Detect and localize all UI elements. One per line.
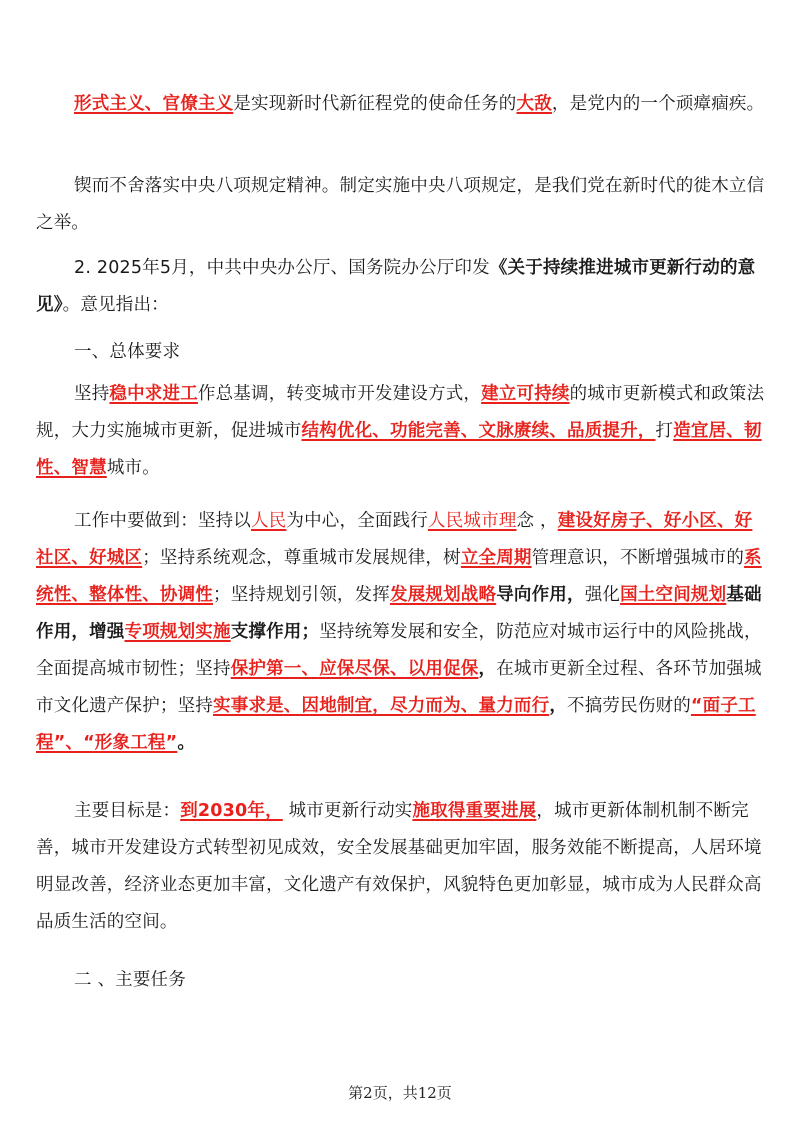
highlight: 稳中求进工: [109, 384, 198, 404]
text: 坚持统筹发展和安全，防范应对城市运行中的风险挑战，全面提高城市韧性；坚持: [36, 622, 762, 679]
highlight: 建立可持续: [481, 384, 570, 404]
section-heading-tasks: [36, 962, 766, 999]
bold-text: 。: [177, 733, 196, 753]
paragraph-opinion-issued: [36, 250, 766, 324]
bold-text: 导向作用，: [496, 585, 585, 605]
page-number: 第2页，共12页: [348, 1084, 452, 1102]
text: 不搞劳民伤财的: [567, 696, 691, 716]
text: 锲而不舍落实中央八项规定精神。制定实施中央八项规定，是我们党在新时代的徙木立信之举。: [36, 176, 765, 233]
highlight: 造宜居、韧性、智慧: [36, 421, 762, 478]
section-heading-general: [36, 334, 766, 371]
highlight: 国土空间规划: [620, 585, 727, 605]
highlight: 专项规划实施: [124, 622, 231, 642]
text: 念 ，: [516, 511, 558, 531]
paragraph-formalism: [36, 86, 766, 123]
bold-text: ，: [549, 696, 568, 716]
paragraph-work-requirements: [36, 503, 766, 762]
text: 坚持: [74, 384, 110, 404]
bold-text: 支撑作用；: [230, 622, 320, 642]
text: 为中心，全面践行: [286, 511, 429, 531]
highlight: “面子工程”、“形象工程”: [36, 696, 756, 753]
text: 是实现新时代新征程党的使命任务的: [233, 94, 517, 114]
bold-text: ，: [478, 659, 497, 679]
highlight: 系统性、整体性、协调性: [36, 548, 762, 605]
highlight: 保护第一、应保尽保、以用促保: [230, 659, 479, 679]
highlight: 人民城市理: [428, 511, 517, 531]
paragraph-eight-rules: [36, 168, 766, 242]
text: 的城市更新模式和政策法规，大力实施城市更新，促进城市: [36, 384, 765, 441]
text: 工作中要做到：坚持以: [74, 511, 251, 531]
highlight: 结构优化、功能完善、文脉赓续、品质提升，: [301, 421, 656, 441]
paragraph-general-requirements: [36, 376, 766, 487]
heading-text: 一、总体要求: [74, 342, 181, 362]
text: 。意见指出：: [62, 295, 169, 315]
text: 主要目标是：: [74, 801, 181, 821]
text: ；坚持系统观念，尊重城市发展规律，树: [142, 548, 461, 568]
highlight: 人民: [251, 511, 287, 531]
text: 2. 2025年5月，中共中央办公厅、国务院办公厅印发: [74, 258, 490, 278]
text: 作总基调，转变城市开发建设方式，: [197, 384, 482, 404]
text: 强化: [584, 585, 621, 605]
text: ；坚持规划引领，发挥: [213, 585, 390, 605]
text: 在城市更新全过程、各环节加强城市文化遗产保护；坚持: [36, 659, 762, 716]
paragraph-main-goals: [36, 793, 766, 941]
text: 打: [655, 421, 674, 441]
highlight: 发展规划战略: [390, 585, 497, 605]
highlight: 施取得重要进展: [412, 801, 537, 821]
highlight-formalism: 形式主义、官僚主义: [74, 94, 234, 114]
highlight: 到2030年，: [180, 801, 283, 821]
bold-text: 基础作用，增强: [36, 585, 762, 642]
text: 城市更新行动实: [282, 801, 413, 821]
highlight: 立全周期: [460, 548, 532, 568]
highlight: 实事求是、因地制宜，尽力而为、量力而行: [213, 696, 550, 716]
text: ，城市更新体制机制不断完善，城市开发建设方式转型初见成效，安全发展基础更加牢固，服务效能不断提高，人居环境明显改善，经济业态更加丰富，文化遗产有效保护，风貌特色更加彰显，城市成为人民群众高品质生活的空间。: [36, 801, 762, 932]
text: 城市。: [106, 458, 160, 478]
highlight-enemy: 大敌: [516, 94, 552, 114]
document-title: 《关于持续推进城市更新行动的意见》: [36, 258, 756, 315]
highlight: 建设好房子、好小区、好社区、好城区: [36, 511, 753, 568]
heading-text: 二 、主要任务: [74, 970, 186, 990]
text: ，是党内的一个顽瘴痼疾。: [551, 94, 765, 114]
text: 管理意识，不断增强城市的: [531, 548, 745, 568]
